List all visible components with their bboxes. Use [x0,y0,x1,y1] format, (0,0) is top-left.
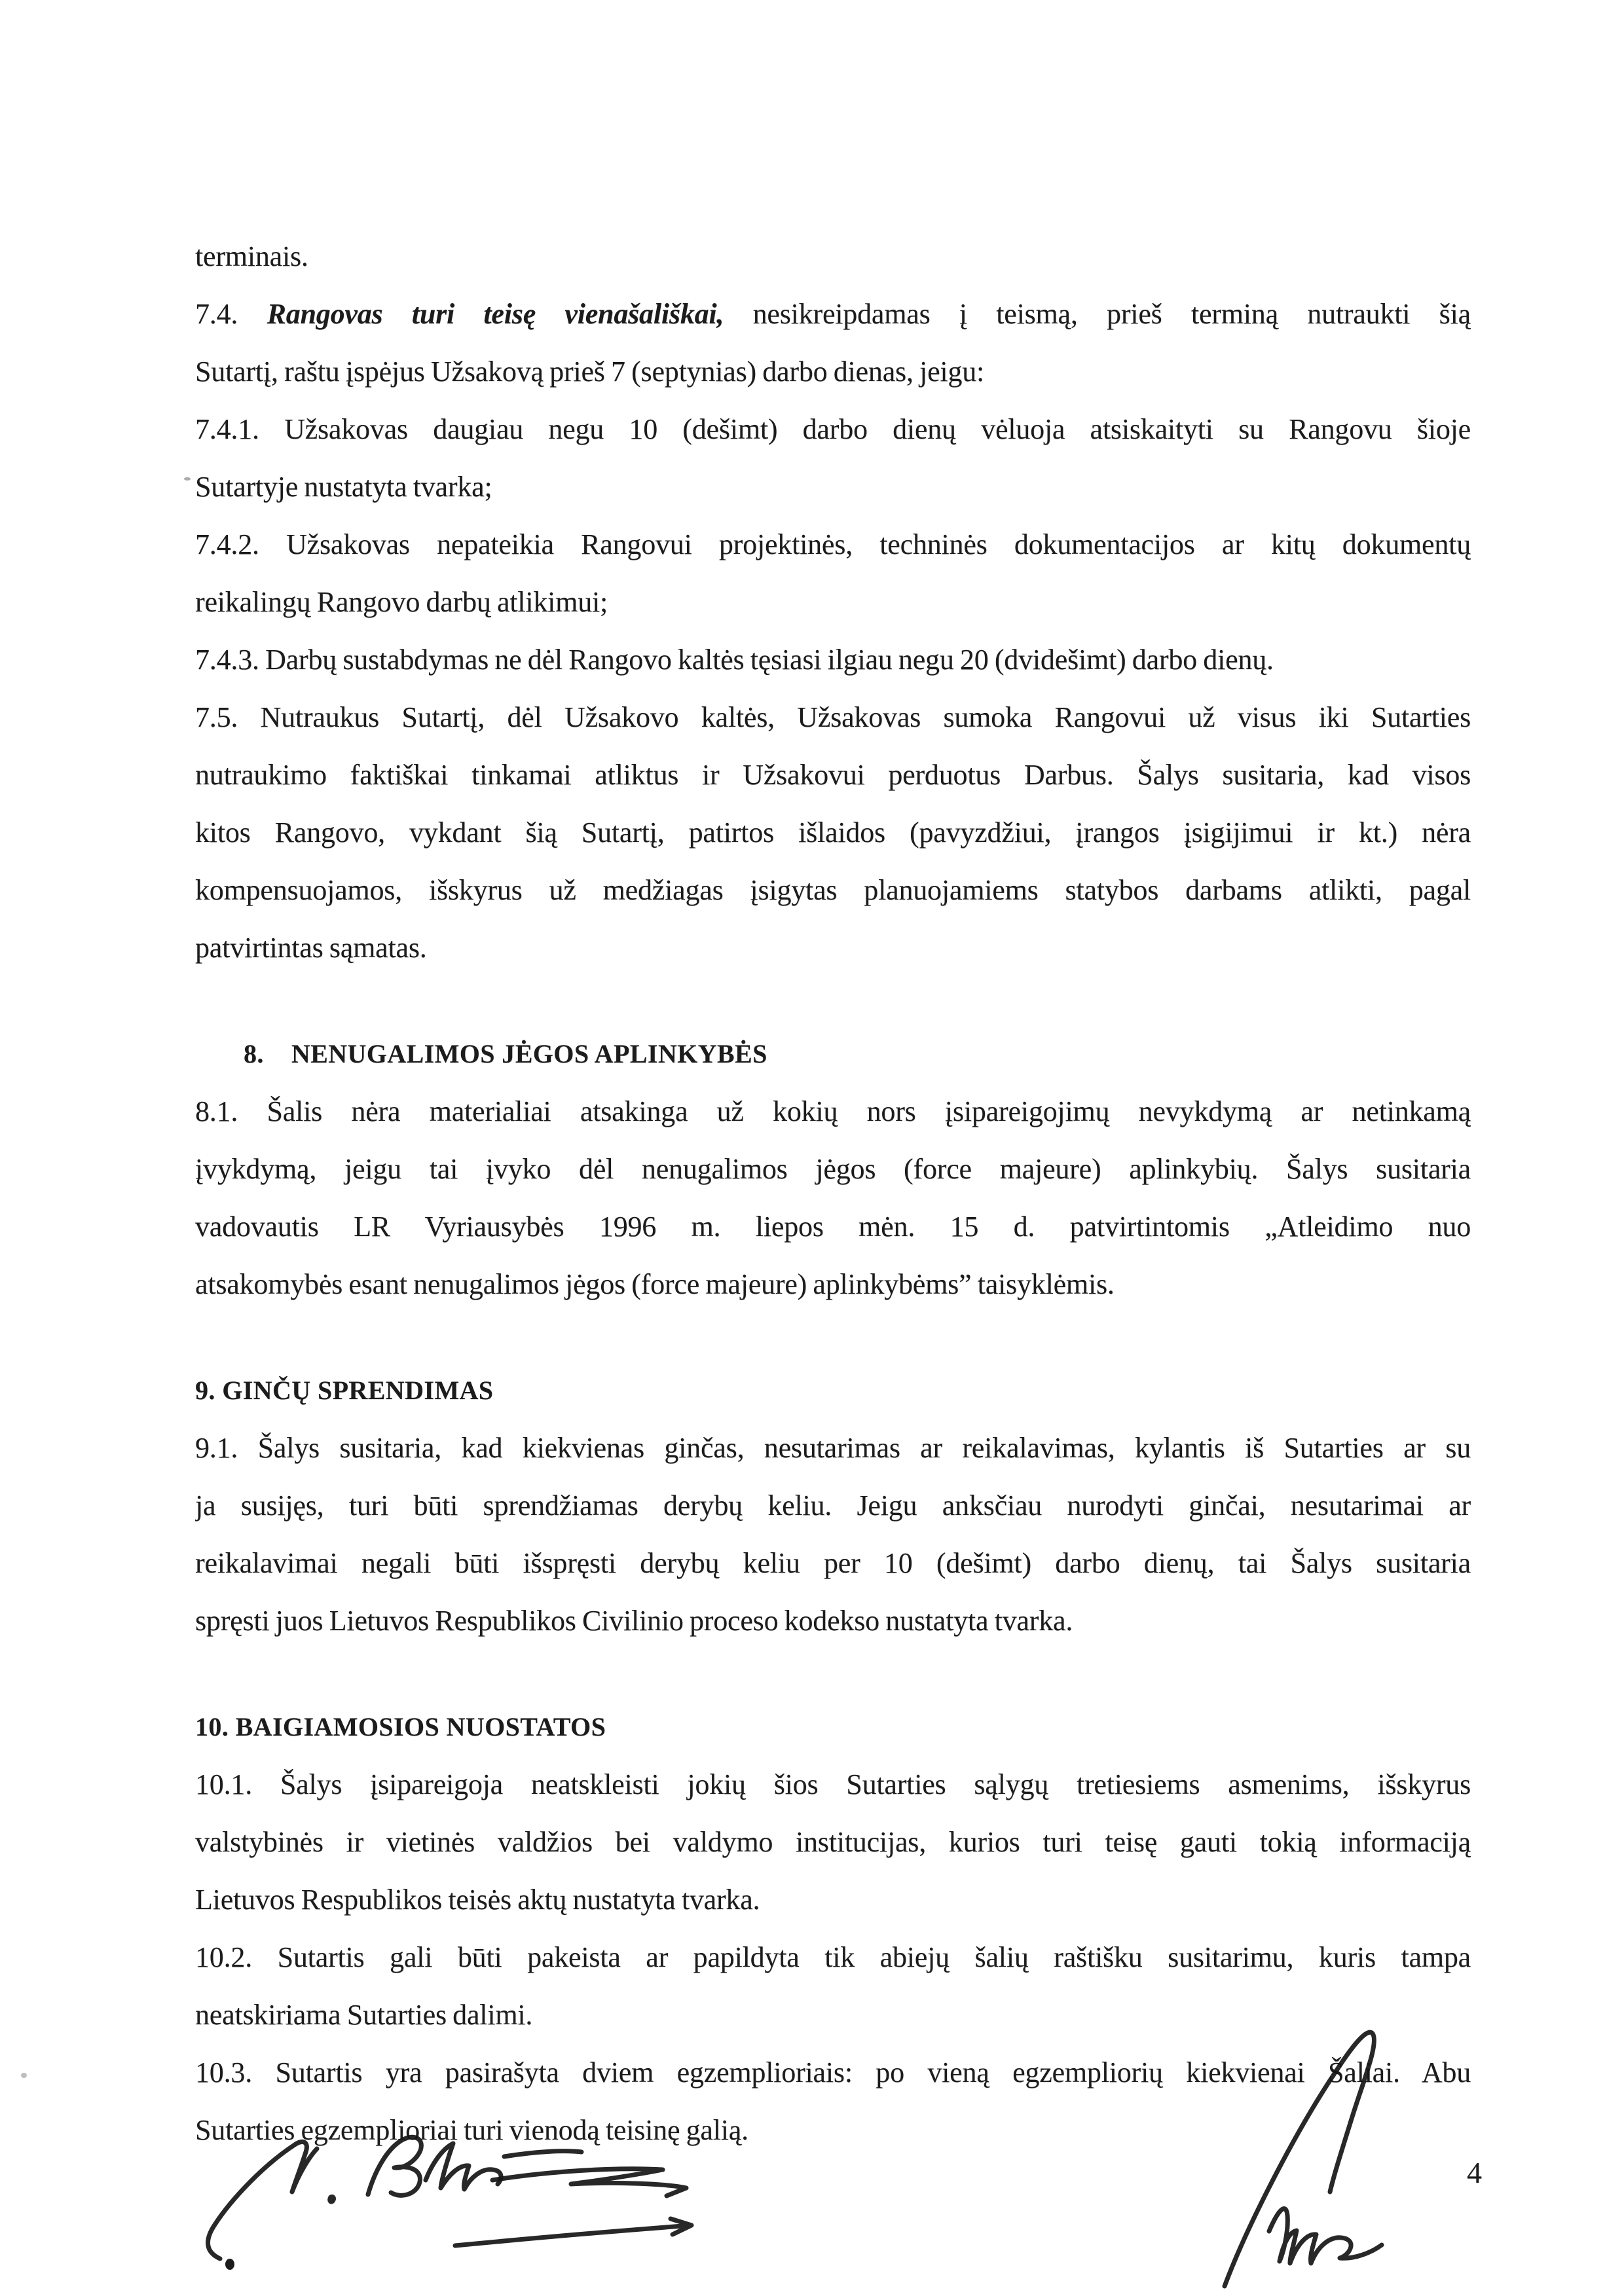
clause-10-3-line-2: Sutarties egzemplioriai turi vienodą teisinę galią. [195,2114,748,2146]
section-10-heading: 10. BAIGIAMOSIOS NUOSTATOS [195,1712,606,1741]
clause-9-1-line-4: spręsti juos Lietuvos Respublikos Civilinio proceso kodekso nustatyta tvarka. [195,1605,1073,1637]
contract-text-block [195,228,1471,2159]
clause-7-5-line-2: nutraukimo faktiškai tinkamai atliktus ir Užsakovui perduotus Darbus. Šalys susitaria, kad visos [195,759,1471,791]
section-8-number: 8. [244,1039,264,1068]
clause-9-1-line-1: 9.1. Šalys susitaria, kad kiekvienas ginčas, nesutarimas ar reikalavimas, kylantis iš Sutarties ar su [195,1432,1471,1464]
clause-10-1-line-3: Lietuvos Respublikos teisės aktų nustatyta tvarka. [195,1884,760,1916]
clause-7-5-line-3: kitos Rangovo, vykdant šią Sutartį, patirtos išlaidos (pavyzdžiui, įrangos įsigijimui ir kt.) nėra [195,816,1471,848]
section-8-title: NENUGALIMOS JĖGOS APLINKYBĖS [291,1039,767,1068]
ink-dot [225,2259,234,2270]
clause-7-4-number: 7.4. [195,298,238,330]
clause-10-2-line-2: neatskiriama Sutarties dalimi. [195,1999,533,2031]
clause-10-2-line-1: 10.2. Sutartis gali būti pakeista ar papildyta tik abiejų šalių raštišku susitarimu, kuris tampa [195,1941,1471,1973]
clause-7-4-3-line-1: 7.4.3. Darbų sustabdymas ne dėl Rangovo kaltės tęsiasi ilgiau negu 20 (dvidešimt) darbo dienų. [195,644,1274,676]
clause-8-1-line-4: atsakomybės esant nenugalimos jėgos (force majeure) aplinkybėms” taisyklėmis. [195,1268,1115,1300]
clause-7-4-1-line-1: 7.4.1. Užsakovas daugiau negu 10 (dešimt) darbo dienų vėluoja atsiskaityti su Rangovu šioje [195,413,1471,445]
right-signature-scribble [1205,2014,1428,2294]
clause-7-4-line-1 [195,285,1471,343]
clause-8-1-line-3: vadovautis LR Vyriausybės 1996 m. liepos mėn. 15 d. patvirtintomis „Atleidimo nuo [195,1211,1471,1243]
page-number: 4 [1467,2156,1482,2189]
clause-10-3-line-1: 10.3. Sutartis yra pasirašyta dviem egzemplioriais: po vieną egzempliorių kiekvienai Šaliai. Abu [195,2056,1471,2088]
clause-9-1-line-2: ja susijęs, turi būti sprendžiamas derybų keliu. Jeigu anksčiau nurodyti ginčai, nesutarimai ar [195,1489,1471,1522]
clause-9-1-line-3: reikalavimai negali būti išspręsti derybų keliu per 10 (dešimt) darbo dienų, tai Šalys susitaria [195,1547,1471,1579]
section-9-heading: 9. GINČŲ SPRENDIMAS [195,1376,494,1405]
clause-8-1-line-1: 8.1. Šalis nėra materialiai atsakinga už kokių nors įsipareigojimų nevykdymą ar netinkamą [195,1095,1471,1127]
clause-8-1-line-2: įvykdymą, jeigu tai įvyko dėl nenugalimos jėgos (force majeure) aplinkybių. Šalys susitaria [195,1153,1471,1185]
left-signature-scribble [196,2116,740,2270]
clause-7-4-line-2: Sutartį, raštu įspėjus Užsakovą prieš 7 (septynias) darbo dienas, jeigu: [195,355,985,388]
continuation-line: terminais. [195,240,308,272]
section-8-heading [195,1025,1471,1083]
clause-7-4-rest: nesikreipdamas į teismą, prieš terminą nutraukti šią [752,298,1471,330]
clause-7-5-line-5: patvirtintas sąmatas. [195,932,427,964]
scan-speck [21,2073,27,2078]
clause-7-4-2-line-2: reikalingų Rangovo darbų atlikimui; [195,586,608,618]
clause-7-4-1-line-2: Sutartyje nustatyta tvarka; [195,471,492,503]
clause-10-1-line-1: 10.1. Šalys įsipareigoja neatskleisti jokių šios Sutarties sąlygų tretiesiems asmenims, išskyrus [195,1768,1471,1800]
clause-7-4-emphasis: Rangovas turi teisę vienašališkai, [267,298,724,330]
clause-7-5-line-4: kompensuojamos, išskyrus už medžiagas įsigytas planuojamiems statybos darbams atlikti, pagal [195,874,1471,906]
clause-10-1-line-2: valstybinės ir vietinės valdžios bei valdymo institucijas, kurios turi teisę gauti tokią informaciją [195,1826,1471,1858]
clause-7-4-2-line-1: 7.4.2. Užsakovas nepateikia Rangovui projektinės, techninės dokumentacijos ar kitų dokumentų [195,528,1471,560]
clause-7-5-line-1: 7.5. Nutraukus Sutartį, dėl Užsakovo kaltės, Užsakovas sumoka Rangovui už visus iki Sutarties [195,701,1471,733]
scan-speck [184,477,191,481]
